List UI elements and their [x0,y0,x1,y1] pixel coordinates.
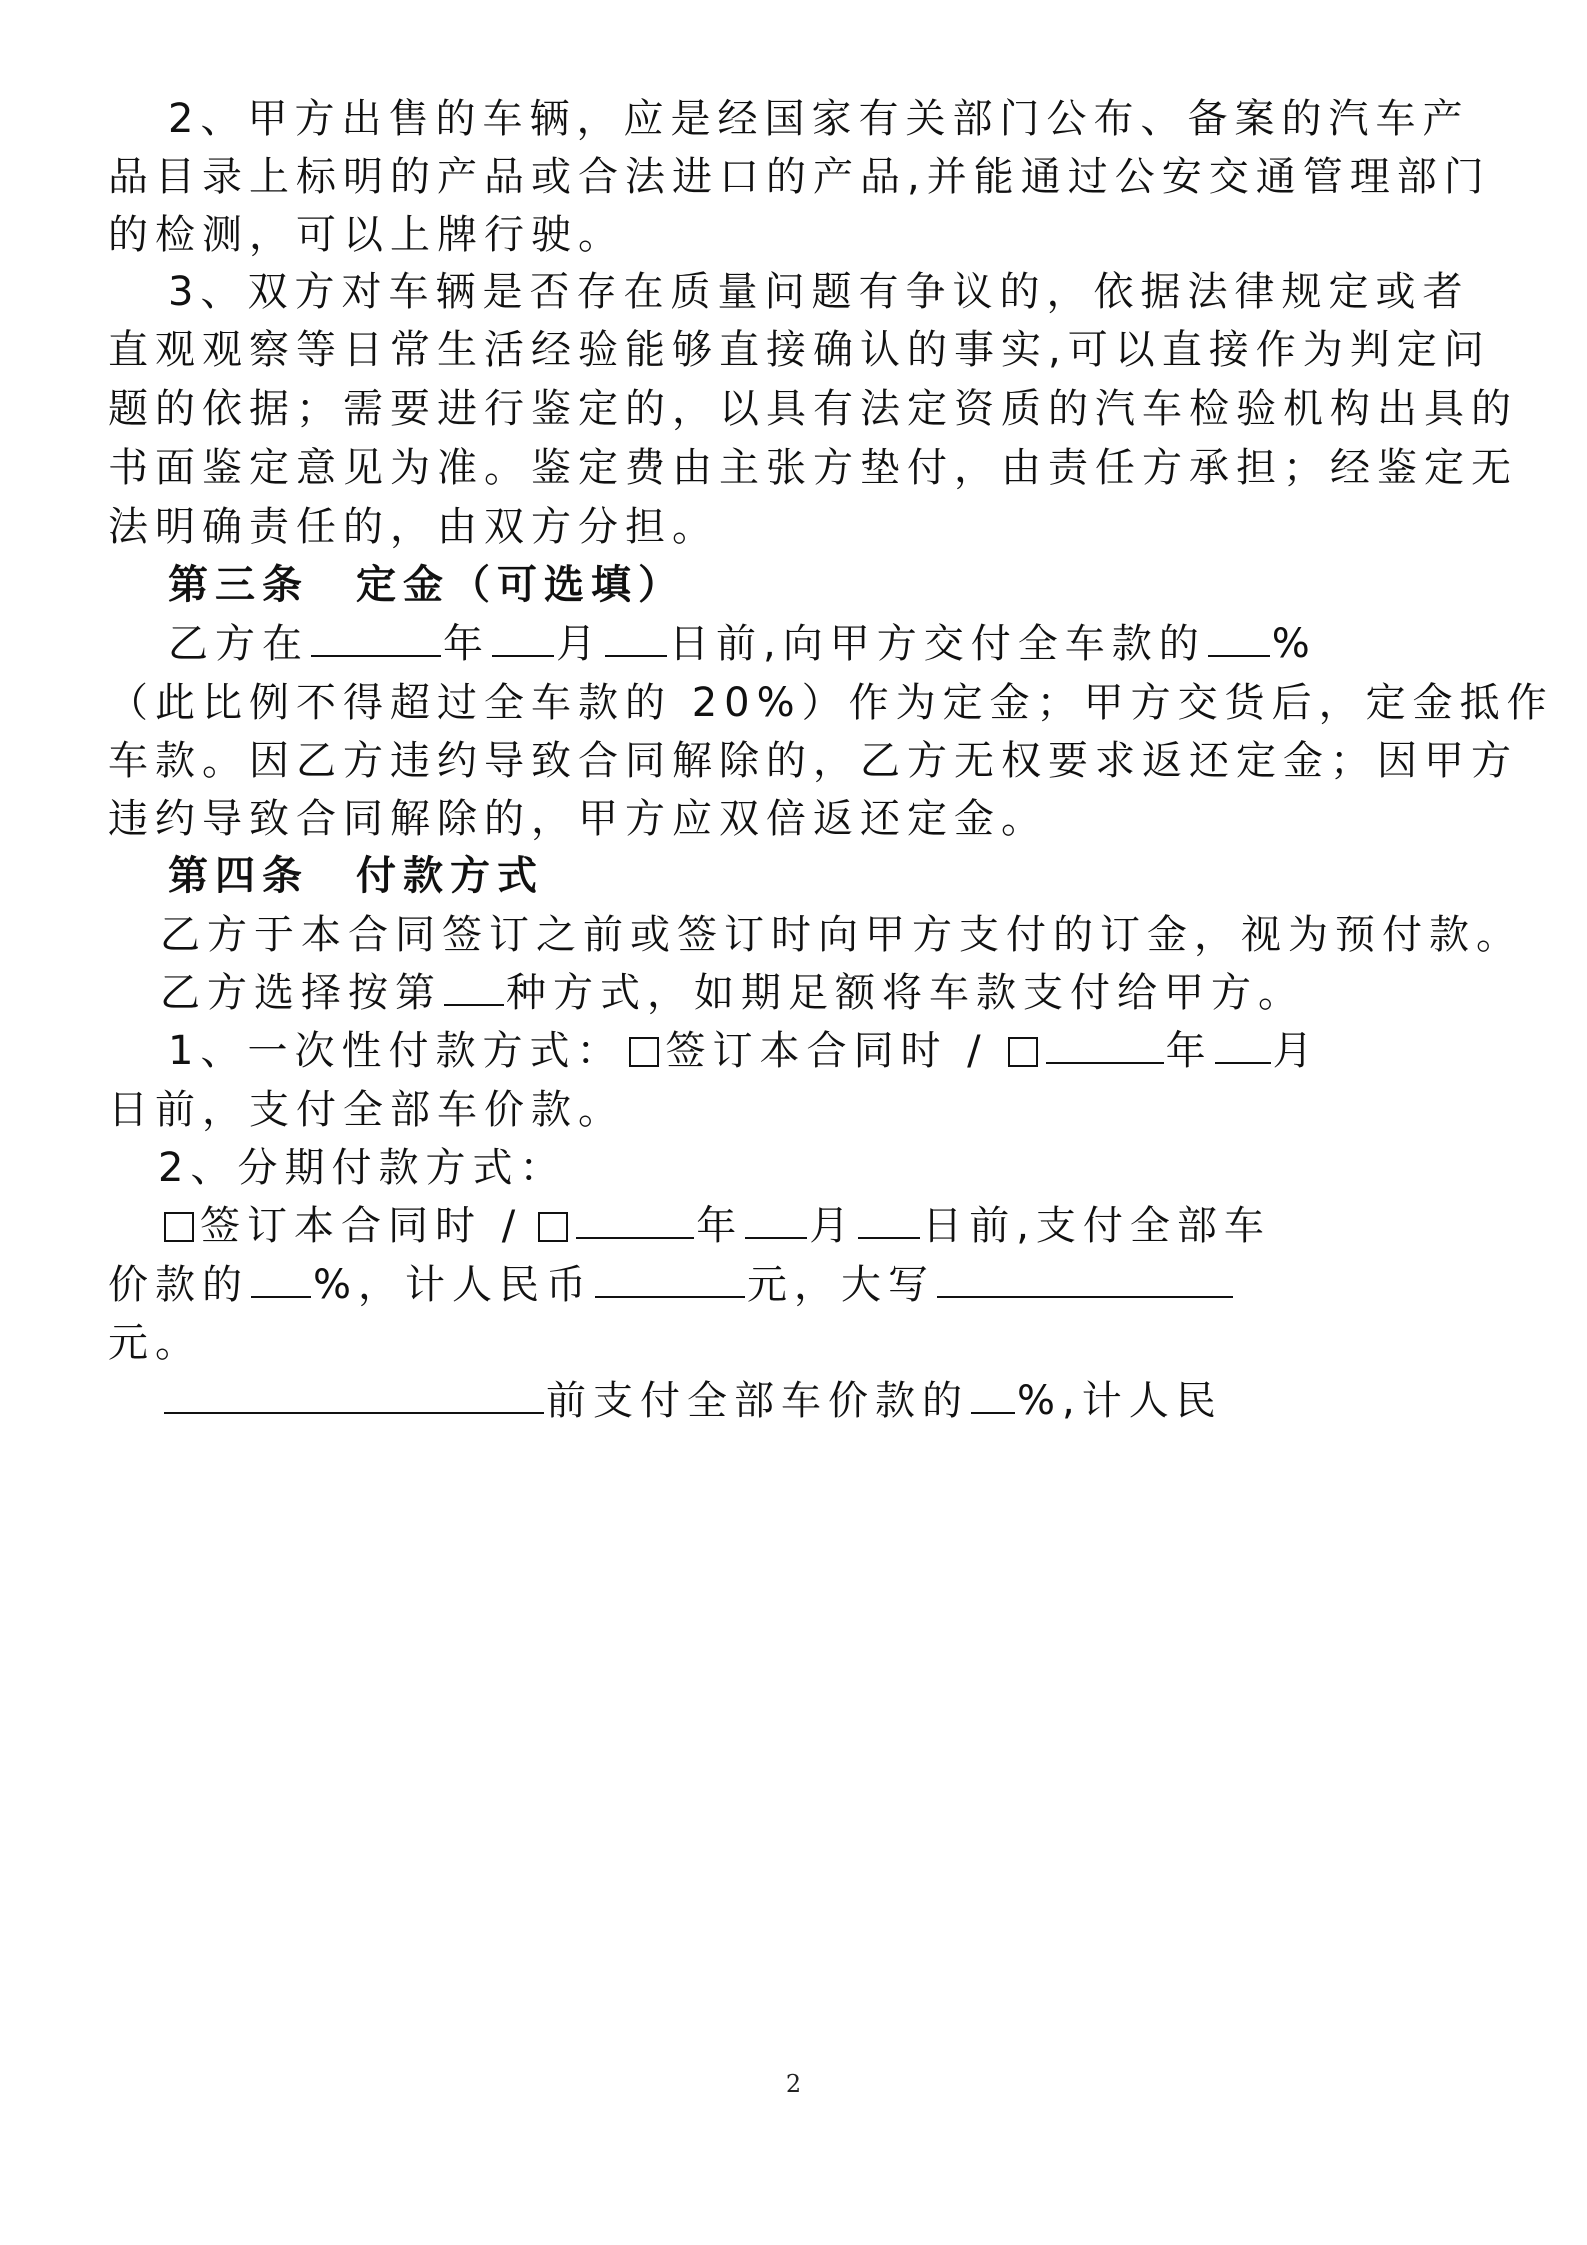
a3-text-d: 日前,向甲方交付全车款的 [669,621,1206,667]
lump-sum-year-blank[interactable] [1046,1032,1164,1064]
installment-title: 2、分期付款方式： [158,1145,567,1191]
installment-second-rmb: %,计人民 [1017,1378,1223,1424]
deposit-day-blank[interactable] [605,625,667,657]
installment-day-blank[interactable] [858,1207,920,1239]
item-3-line-5: 法明确责任的，由双方分担。 [108,504,719,550]
lump-sum-month-blank[interactable] [1215,1032,1271,1064]
installment-rmb-label: %，计人民币 [313,1262,594,1308]
installment-line-2 [108,1263,1235,1307]
installment-second-percent-blank[interactable] [971,1382,1015,1414]
installment-percent-blank[interactable] [251,1266,311,1298]
installment-capital-label: 元，大写 [747,1262,936,1308]
article-3-heading: 第三条 定金（可选填） [168,562,685,608]
a3-text-c: 月 [556,621,603,667]
installment-capital-amount-blank[interactable] [937,1266,1233,1298]
installment-at-signing-label: 签订本合同时 / [200,1203,523,1249]
payment-method-blank[interactable] [444,974,504,1006]
lump-sum-label: 1、一次性付款方式： [168,1028,624,1074]
article-3-line-4: 违约导致合同解除的，甲方应双倍返还定金。 [108,796,1048,842]
article-4-line-1: 乙方于本合同签订之前或签订时向甲方支付的订金，视为预付款。 [160,912,1523,958]
installment-percent-label: 价款的 [108,1262,249,1308]
article-4-line-2 [160,971,1305,1015]
item-2-line-2: 品目录上标明的产品或合法进口的产品,并能通过公安交通管理部门 [108,154,1491,200]
article-3-line-3: 车款。因乙方违约导致合同解除的，乙方无权要求返还定金；因甲方 [108,738,1518,784]
a4-choice-text-b: 种方式，如期足额将车款支付给甲方。 [506,970,1305,1016]
deposit-month-blank[interactable] [492,625,554,657]
installment-day-label: 日前,支付全部车 [922,1203,1271,1249]
item-2-line-1: 2、甲方出售的车辆，应是经国家有关部门公布、备案的汽车产 [168,96,1470,142]
a3-text-a: 乙方在 [168,621,309,667]
installment-by-date-checkbox[interactable] [538,1212,568,1242]
deposit-percent-blank[interactable] [1208,625,1270,657]
a4-choice-text-a: 乙方选择按第 [160,970,442,1016]
item-3-line-1: 3、双方对车辆是否存在质量问题有争议的，依据法律规定或者 [168,269,1470,315]
deposit-year-blank[interactable] [311,625,441,657]
installment-second-text: 前支付全部车价款的 [546,1378,969,1424]
installment-at-signing-checkbox[interactable] [164,1212,194,1242]
article-4-heading: 第四条 付款方式 [168,853,544,899]
article-3-line-2: （此比例不得超过全车款的 20%）作为定金；甲方交货后，定金抵作 [108,680,1554,726]
installment-year-label: 年 [696,1203,744,1249]
lump-sum-at-signing-label: 签订本合同时 / [665,1028,988,1074]
lump-sum-by-date-checkbox[interactable] [1008,1037,1038,1067]
installment-year-blank[interactable] [576,1207,694,1239]
lump-sum-month-label: 月 [1272,1028,1320,1074]
installment-line-1 [164,1204,1271,1248]
installment-amount-blank[interactable] [595,1266,745,1298]
installment-line-4 [164,1379,1223,1423]
installment-month-blank[interactable] [745,1207,807,1239]
article-3-line-1 [168,622,1317,666]
a3-text-b: 年 [443,621,490,667]
installment-line-3: 元。 [108,1320,202,1366]
a3-text-e: % [1271,621,1317,667]
installment-second-date-blank[interactable] [164,1382,544,1414]
page-number: 2 [785,2070,802,2098]
lump-sum-at-signing-checkbox[interactable] [629,1037,659,1067]
item-3-line-4: 书面鉴定意见为准。鉴定费由主张方垫付，由责任方承担；经鉴定无 [108,445,1518,491]
item-3-line-3: 题的依据；需要进行鉴定的，以具有法定资质的汽车检验机构出具的 [108,386,1518,432]
lump-sum-year-label: 年 [1165,1028,1213,1074]
item-2-line-3: 的检测，可以上牌行驶。 [108,212,625,258]
installment-month-label: 月 [809,1203,857,1249]
lump-sum-line-2: 日前，支付全部车价款。 [108,1087,625,1133]
lump-sum-line [168,1029,1320,1073]
item-3-line-2: 直观观察等日常生活经验能够直接确认的事实,可以直接作为判定问 [108,327,1491,373]
